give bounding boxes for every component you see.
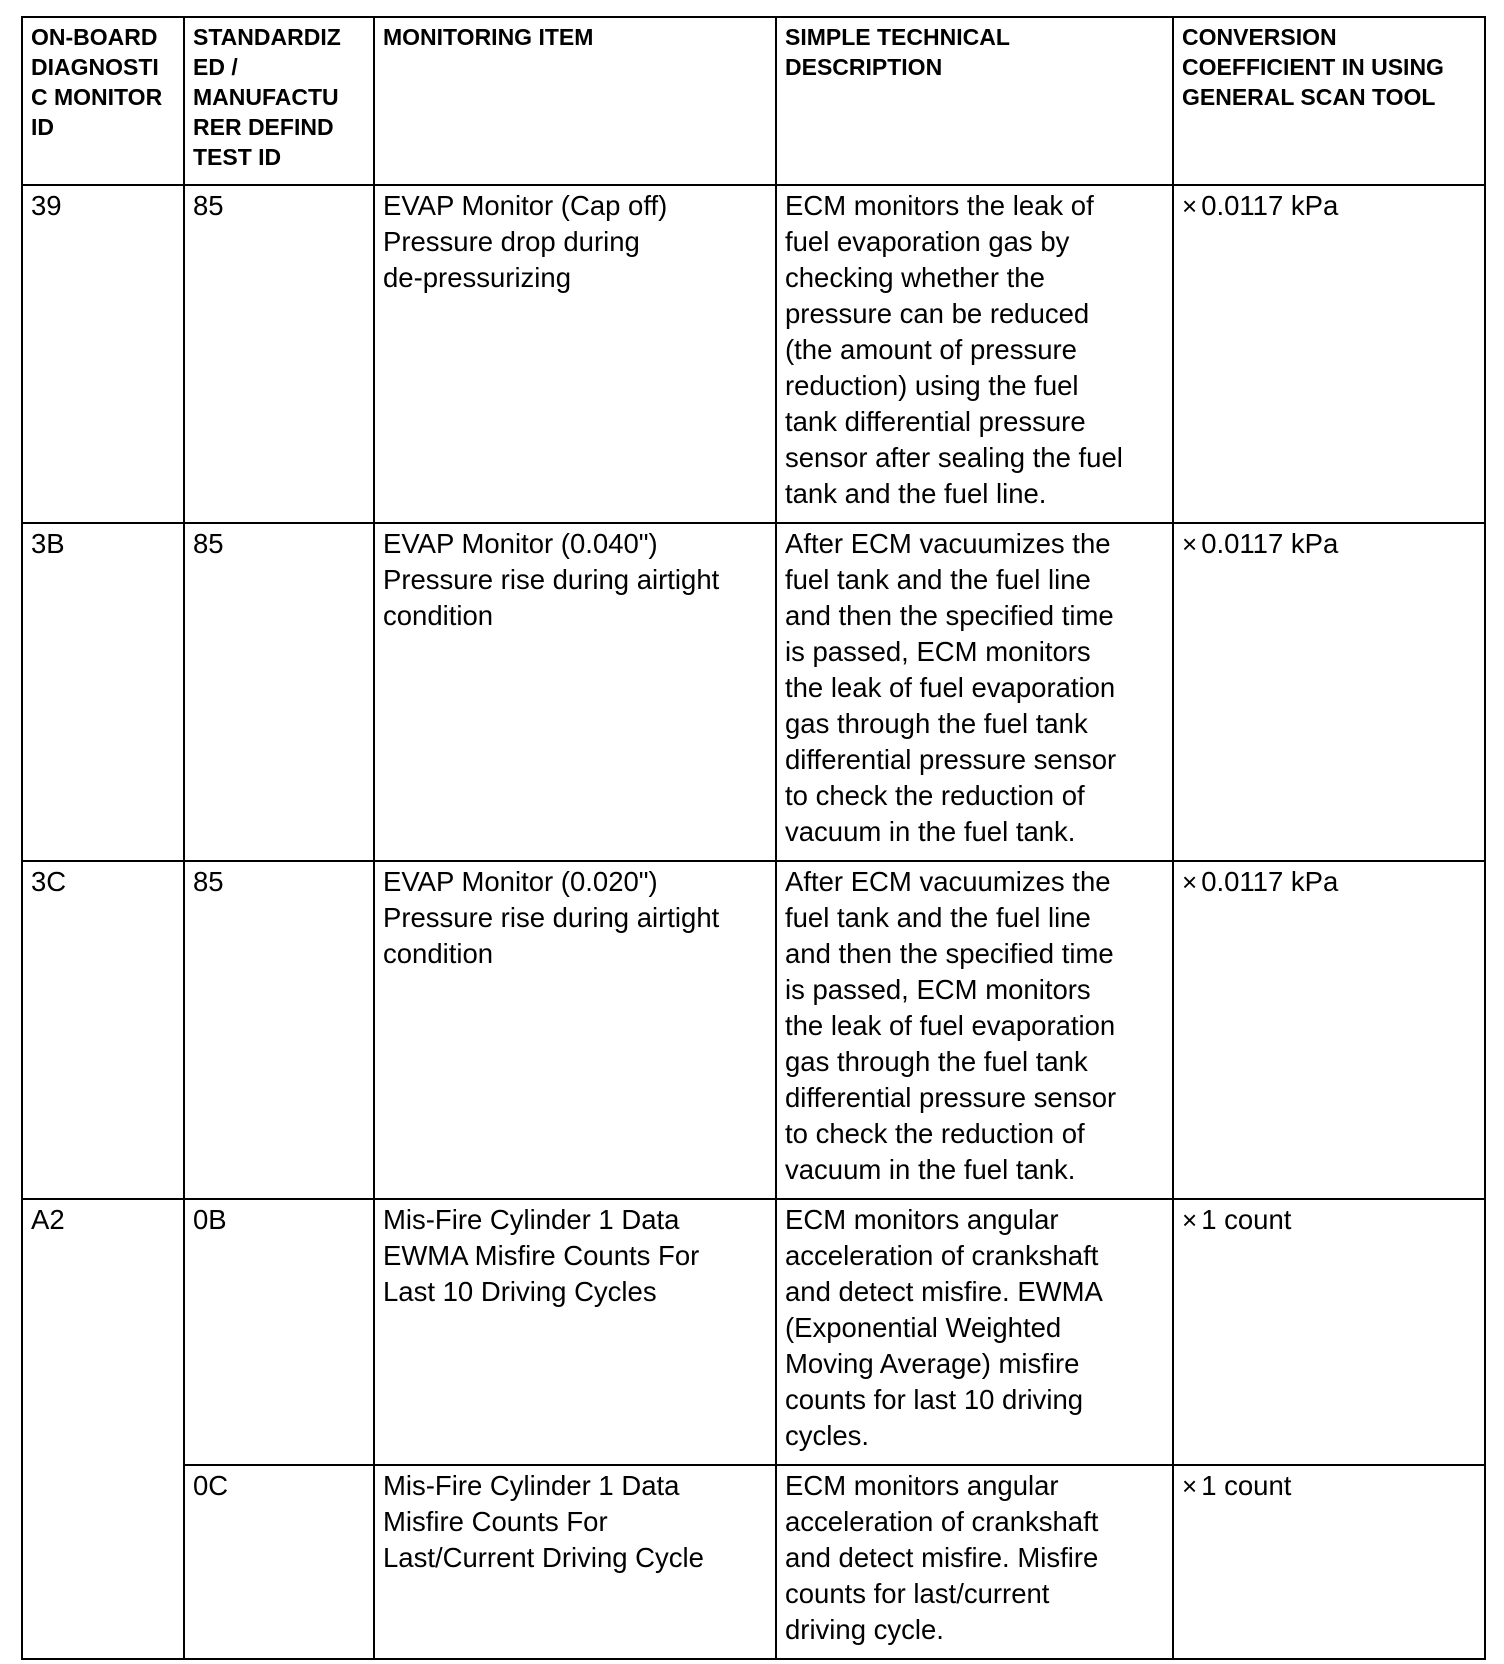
header-monitor-id: ON-BOARD DIAGNOSTI C MONITOR ID	[22, 17, 184, 185]
table-row	[22, 1199, 1485, 1465]
cell-monitor-id: A2	[22, 1199, 184, 1659]
cell-monitor-id: 39	[22, 185, 184, 523]
cell-description: ECM monitors the leak of fuel evaporation gas by checking whether the pressure can be reduced (the amount of pressure reduction) using the fuel tank differential pressure sensor after sealing the fuel tank and the fuel line.	[776, 185, 1173, 523]
header-monitoring-item: MONITORING ITEM	[374, 17, 776, 185]
cell-monitoring-item: EVAP Monitor (0.040") Pressure rise during airtight condition	[374, 523, 776, 861]
cell-conversion	[1173, 861, 1485, 1199]
conversion-value: 1 count	[1201, 1204, 1292, 1235]
cell-test-id: 85	[184, 861, 374, 1199]
cell-description: After ECM vacuumizes the fuel tank and the fuel line and then the specified time is passed, ECM monitors the leak of fuel evaporation gas through the fuel tank differential pressure sensor to check the reduction of vacuum in the fuel tank.	[776, 861, 1173, 1199]
cell-test-id: 85	[184, 523, 374, 861]
table-row	[22, 185, 1485, 523]
cell-monitoring-item: EVAP Monitor (0.020") Pressure rise during airtight condition	[374, 861, 776, 1199]
cell-monitor-id: 3B	[22, 523, 184, 861]
conversion-value: 0.0117 kPa	[1201, 190, 1339, 221]
header-description: SIMPLE TECHNICAL DESCRIPTION	[776, 17, 1173, 185]
cell-description: ECM monitors angular acceleration of crankshaft and detect misfire. EWMA (Exponential Weighted Moving Average) misfire counts for last 10 driving cycles.	[776, 1199, 1173, 1465]
conversion-value: 0.0117 kPa	[1201, 866, 1339, 897]
table-row	[22, 1465, 1485, 1659]
cell-description: After ECM vacuumizes the fuel tank and the fuel line and then the specified time is passed, ECM monitors the leak of fuel evaporation gas through the fuel tank differential pressure sensor to check the reduction of vacuum in the fuel tank.	[776, 523, 1173, 861]
obd-monitor-table	[21, 16, 1486, 1660]
cell-test-id: 85	[184, 185, 374, 523]
table-row	[22, 861, 1485, 1199]
multiply-symbol: ×	[1182, 1471, 1198, 1501]
cell-conversion	[1173, 1465, 1485, 1659]
header-conversion: CONVERSION COEFFICIENT IN USING GENERAL SCAN TOOL	[1173, 17, 1485, 185]
multiply-symbol: ×	[1182, 191, 1198, 221]
table-row	[22, 523, 1485, 861]
conversion-value: 0.0117 kPa	[1201, 528, 1339, 559]
cell-description: ECM monitors angular acceleration of crankshaft and detect misfire. Misfire counts for last/current driving cycle.	[776, 1465, 1173, 1659]
multiply-symbol: ×	[1182, 529, 1198, 559]
cell-monitoring-item: EVAP Monitor (Cap off) Pressure drop during de-pressurizing	[374, 185, 776, 523]
cell-test-id: 0B	[184, 1199, 374, 1465]
cell-monitor-id: 3C	[22, 861, 184, 1199]
cell-conversion	[1173, 1199, 1485, 1465]
multiply-symbol: ×	[1182, 867, 1198, 897]
cell-monitoring-item: Mis-Fire Cylinder 1 Data EWMA Misfire Counts For Last 10 Driving Cycles	[374, 1199, 776, 1465]
cell-test-id: 0C	[184, 1465, 374, 1659]
multiply-symbol: ×	[1182, 1205, 1198, 1235]
header-row	[22, 17, 1485, 185]
cell-conversion	[1173, 523, 1485, 861]
cell-monitoring-item: Mis-Fire Cylinder 1 Data Misfire Counts For Last/Current Driving Cycle	[374, 1465, 776, 1659]
header-test-id: STANDARDIZ ED / MANUFACTU RER DEFIND TEST ID	[184, 17, 374, 185]
conversion-value: 1 count	[1201, 1470, 1292, 1501]
cell-conversion	[1173, 185, 1485, 523]
